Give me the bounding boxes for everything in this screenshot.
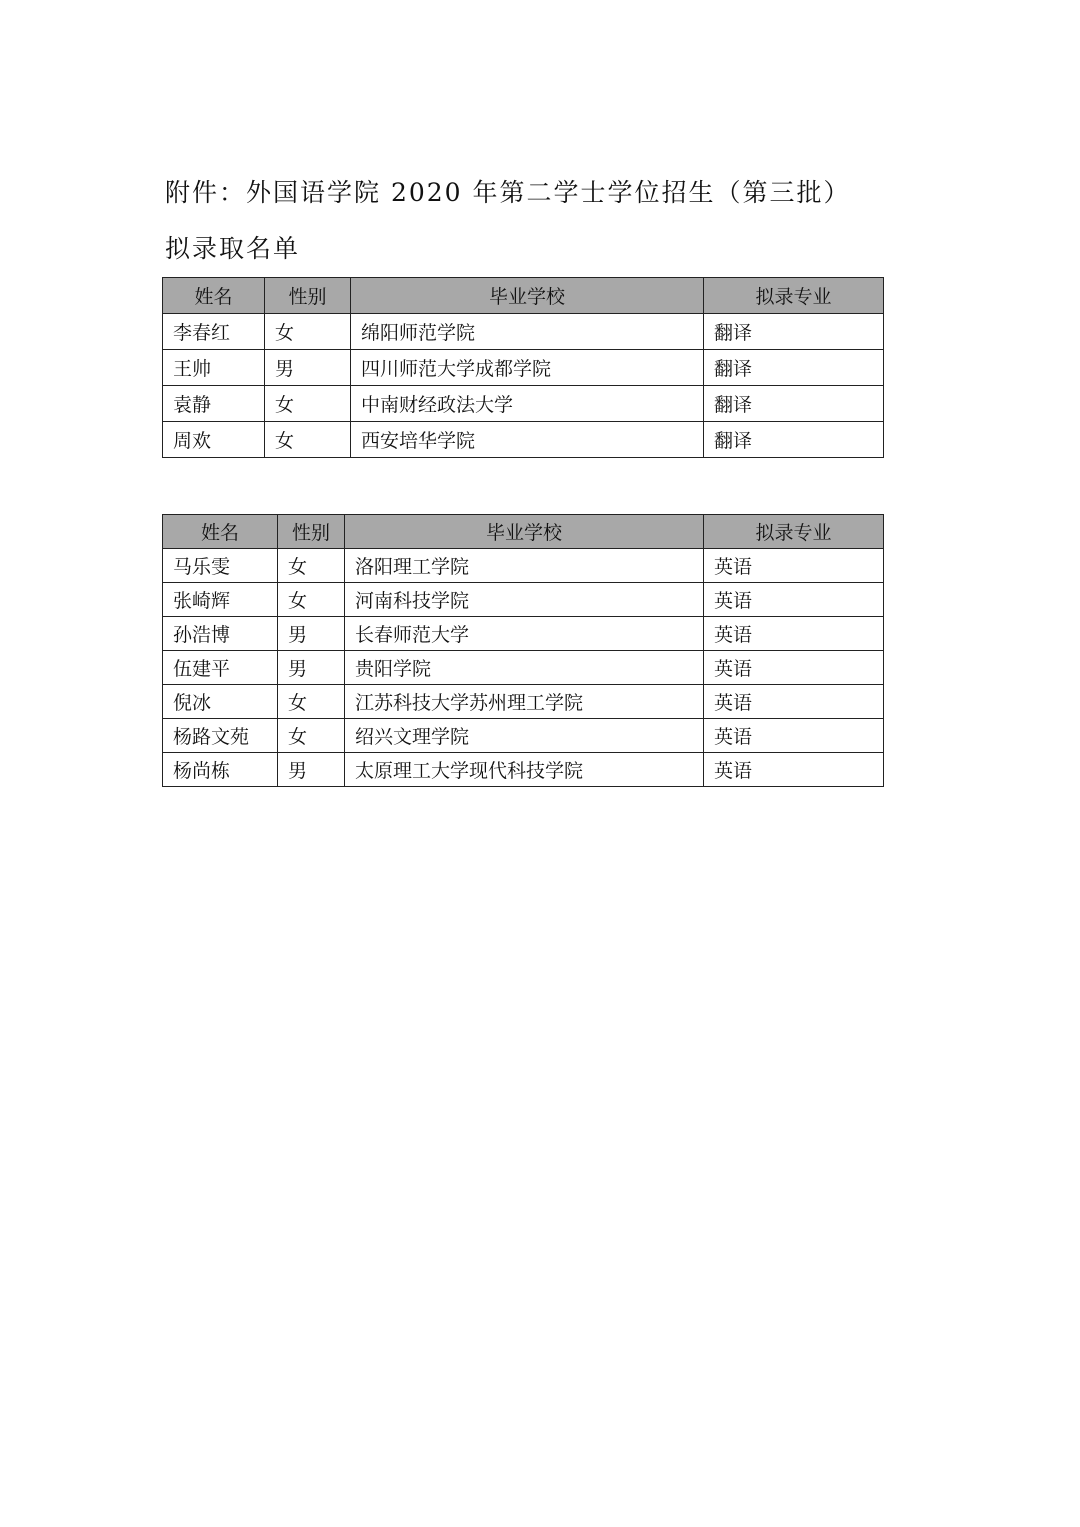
student-major: 翻译 <box>704 350 884 386</box>
student-major: 英语 <box>704 719 884 753</box>
student-name: 张崎辉 <box>163 583 278 617</box>
column-header-major: 拟录专业 <box>704 278 884 314</box>
column-header-gender: 性别 <box>278 515 345 549</box>
table-header-row <box>163 278 884 314</box>
student-name: 袁静 <box>163 386 265 422</box>
table-row <box>163 549 884 583</box>
column-header-name: 姓名 <box>163 278 265 314</box>
student-major: 英语 <box>704 617 884 651</box>
student-name: 伍建平 <box>163 651 278 685</box>
document-subtitle: 拟录取名单 <box>165 234 301 263</box>
table-row <box>163 617 884 651</box>
student-name: 倪冰 <box>163 685 278 719</box>
table-header-row <box>163 515 884 549</box>
student-school: 长春师范大学 <box>345 617 704 651</box>
column-header-gender: 性别 <box>265 278 351 314</box>
student-gender: 女 <box>278 685 345 719</box>
student-major: 英语 <box>704 685 884 719</box>
student-gender: 女 <box>265 314 351 350</box>
student-major: 翻译 <box>704 314 884 350</box>
table-row <box>163 386 884 422</box>
student-school: 洛阳理工学院 <box>345 549 704 583</box>
student-name: 王帅 <box>163 350 265 386</box>
student-gender: 女 <box>278 583 345 617</box>
student-gender: 男 <box>278 753 345 787</box>
student-gender: 女 <box>265 422 351 458</box>
student-school: 绵阳师范学院 <box>351 314 704 350</box>
student-school: 绍兴文理学院 <box>345 719 704 753</box>
student-gender: 女 <box>278 549 345 583</box>
student-gender: 男 <box>265 350 351 386</box>
student-gender: 男 <box>278 651 345 685</box>
student-name: 杨路文苑 <box>163 719 278 753</box>
student-gender: 女 <box>265 386 351 422</box>
table-row <box>163 422 884 458</box>
table-row <box>163 350 884 386</box>
student-gender: 男 <box>278 617 345 651</box>
student-major: 英语 <box>704 753 884 787</box>
student-school: 中南财经政法大学 <box>351 386 704 422</box>
table-row <box>163 583 884 617</box>
column-header-major: 拟录专业 <box>704 515 884 549</box>
table-row <box>163 651 884 685</box>
table-row <box>163 719 884 753</box>
column-header-school: 毕业学校 <box>345 515 704 549</box>
student-name: 马乐雯 <box>163 549 278 583</box>
student-gender: 女 <box>278 719 345 753</box>
admission-table-english <box>162 514 884 787</box>
student-school: 江苏科技大学苏州理工学院 <box>345 685 704 719</box>
column-header-school: 毕业学校 <box>351 278 704 314</box>
student-major: 翻译 <box>704 386 884 422</box>
student-school: 河南科技学院 <box>345 583 704 617</box>
student-major: 英语 <box>704 583 884 617</box>
student-name: 李春红 <box>163 314 265 350</box>
admission-table-translation <box>162 277 884 458</box>
student-name: 周欢 <box>163 422 265 458</box>
student-major: 英语 <box>704 549 884 583</box>
student-school: 贵阳学院 <box>345 651 704 685</box>
student-major: 翻译 <box>704 422 884 458</box>
student-major: 英语 <box>704 651 884 685</box>
document-title: 附件：外国语学院 2020 年第二学士学位招生（第三批） <box>165 178 851 207</box>
student-school: 四川师范大学成都学院 <box>351 350 704 386</box>
table-row <box>163 685 884 719</box>
table-row <box>163 314 884 350</box>
student-name: 杨尚栋 <box>163 753 278 787</box>
student-name: 孙浩博 <box>163 617 278 651</box>
column-header-name: 姓名 <box>163 515 278 549</box>
student-school: 西安培华学院 <box>351 422 704 458</box>
table-row <box>163 753 884 787</box>
student-school: 太原理工大学现代科技学院 <box>345 753 704 787</box>
